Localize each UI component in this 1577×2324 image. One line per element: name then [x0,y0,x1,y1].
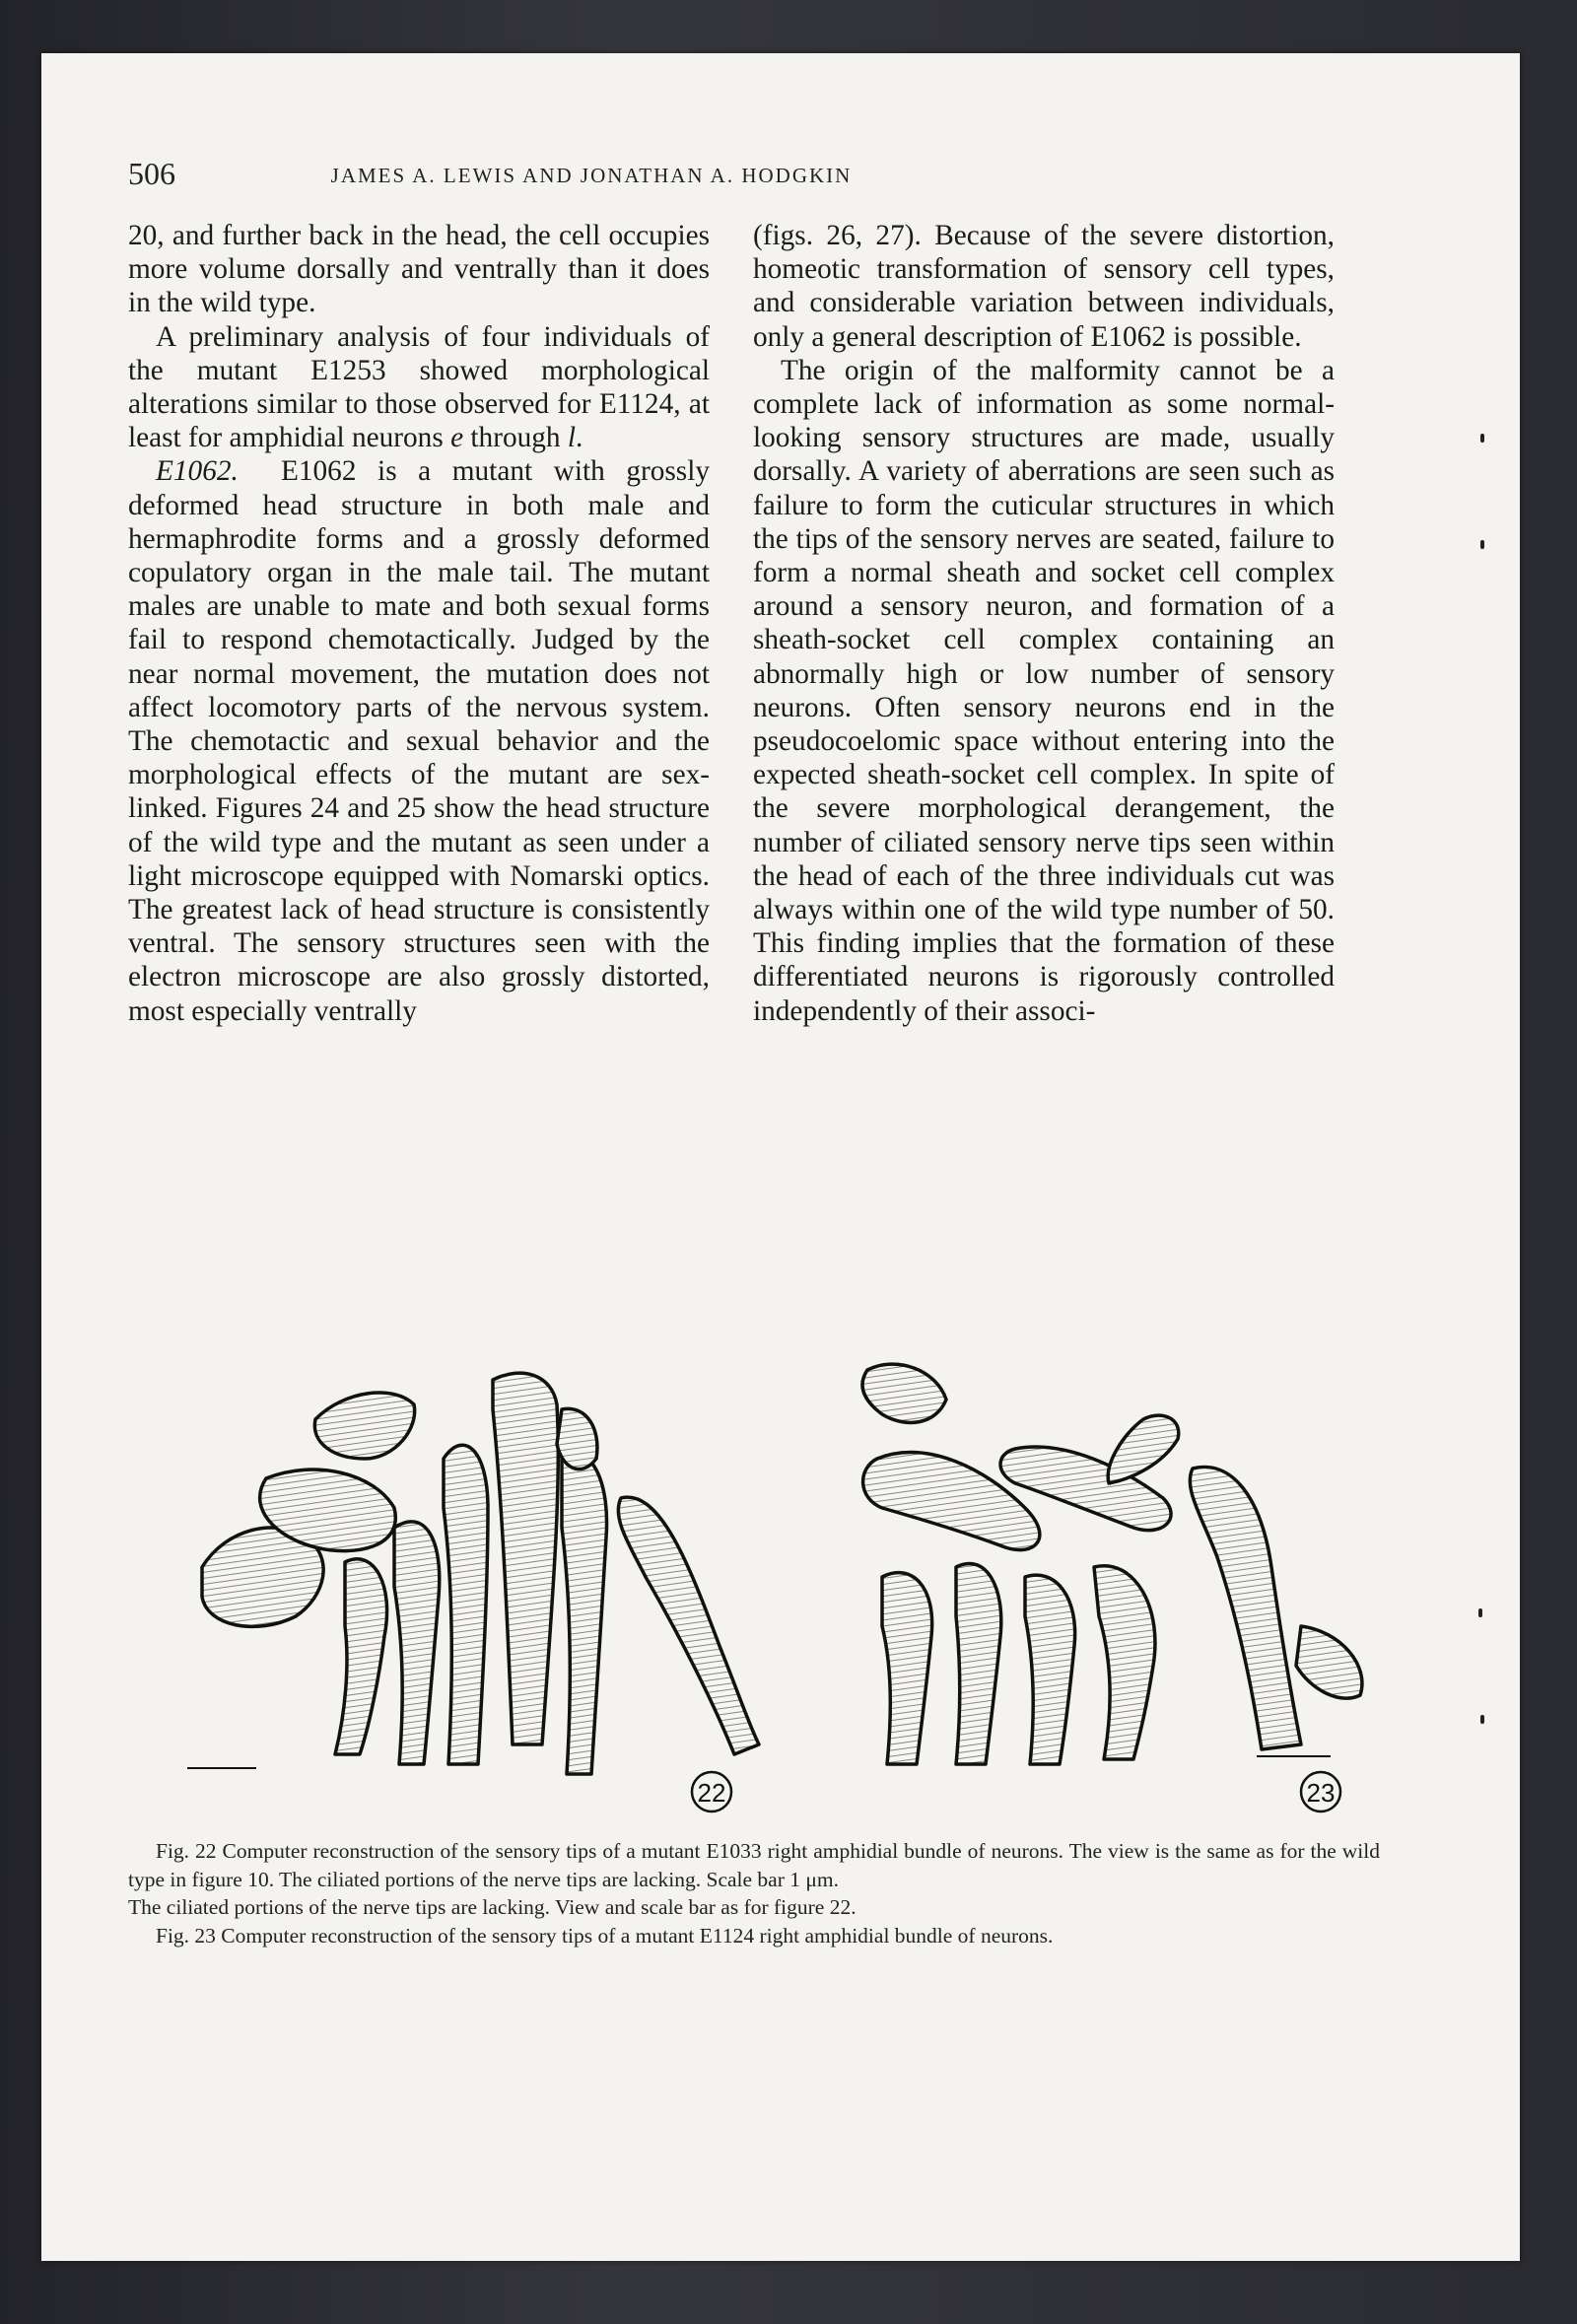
page-header [128,156,1055,195]
fig23-stalk-1 [882,1573,932,1764]
fig22-label [692,1772,731,1811]
fig22-stalk-5 [618,1497,759,1754]
fig22-stalk-4 [562,1453,607,1774]
page-number: 506 [128,156,175,191]
fig23-branch-3 [1108,1415,1179,1483]
p2-through: through [470,422,561,454]
fig23-column-right [1190,1467,1301,1749]
fig22-flag [314,1393,414,1459]
fig23-flag [862,1364,946,1422]
left-paragraph-1: 20, and further back in the head, the cell occupies more volume dorsally and ventrally than it does in the wild type. [128,220,710,319]
left-column [128,219,710,1204]
left-paragraph-3 [128,454,710,1027]
p2-text: A preliminary analysis of four individuals of the mutant E1253 showed morphological alterations similar to those observed for E1124, at least for amphidial neurons [128,320,710,454]
p2-italic-l: l [567,422,577,454]
right-paragraph-1: (figs. 26, 27). Because of the severe distortion, homeotic transformation of sensory cell types, and considerable variation between individuals, only a general description of E1062 is possible. [753,220,1335,353]
fig22-stalk-3 [444,1445,488,1764]
fig23-lobe-right [1296,1626,1362,1698]
fig23-drawing [862,1364,1362,1764]
fig23-stalk-4 [1094,1566,1155,1759]
fig22-number: 22 [697,1778,726,1808]
figure-caption [128,1837,1380,1949]
fig22-stalk-1 [335,1559,387,1754]
margin-mark [1480,434,1484,443]
fig22-drawing [202,1373,759,1774]
left-paragraph-2 [128,320,710,455]
caption-continuation: The ciliated portions of the nerve tips are lacking. View and scale bar as for figure 22. [128,1895,857,1919]
running-head: JAMES A. LEWIS AND JONATHAN A. HODGKIN [330,164,853,187]
fig22-lobe-right [557,1408,597,1469]
right-column [753,219,1335,1204]
caption-fig22: Fig. 22 Computer reconstruction of the sensory tips of a mutant E1033 right amphidial bundle of neurons. The view is the same as for the wild type in figure 10. The ciliated portions of the nerve tips are lacking. Scale bar 1 μm. [128,1839,1380,1891]
p2-italic-e: e [450,422,464,454]
fig23-stalk-3 [1025,1575,1075,1764]
figure-illustrations [148,1350,1390,1813]
fig23-label [1301,1772,1340,1811]
margin-mark [1480,540,1484,549]
margin-mark [1480,1715,1484,1724]
margin-mark [1478,1608,1482,1617]
p2-end: . [576,422,583,454]
fig23-number: 23 [1306,1778,1336,1808]
fig22-column-center [493,1373,558,1744]
right-paragraph-2: The origin of the malformity cannot be a complete lack of information as some normal-looking sensory structures are made, usually dorsally. A variety of aberrations are seen such as failure to form the cuticular structures in which the tips of the sensory nerves are seated, failure to form a normal sheath and socket cell complex around a sensory neuron, and formation of a sheath-socket cell complex containing an abnormally high or low number of sensory neurons. Often sensory neurons end in the pseudocoelomic space without entering into the expected sheath-socket cell complex. In spite of the severe morphological derangement, the number of ciliated sensory nerve tips seen within the head of each of the three individuals cut was always within one of the wild type number of 50. This finding implies that the formation of these differentiated neurons is rigorously controlled independently of their associ- [753,354,1335,1027]
p3-text: E1062 is a mutant with grossly deformed head structure in both male and hermaphrodite forms and a grossly deformed copulatory organ in the male tail. The mutant males are unable to mate and both sexual forms fail to respond chemotactically. Judged by the near normal movement, the mutation does not affect locomotory parts of the nervous system. The chemotactic and sexual behavior and the morphological effects of the mutant are sex-linked. Figures 24 and 25 show the head structure of the wild type and the mutant as seen under a light microscope equipped with Nomarski optics. The greatest lack of head structure is consistently ventral. The sensory structures seen with the electron microscope are also grossly distorted, most especially ventrally [128,455,710,1027]
fig23-stalk-2 [956,1563,1001,1764]
section-heading-e1062: E1062. [156,455,239,488]
caption-fig23: Fig. 23 Computer reconstruction of the sensory tips of a mutant E1124 right amphidial bundle of neurons. [156,1923,1054,1948]
figure-area [148,1350,1390,1813]
fig22-stalk-2 [394,1522,440,1764]
